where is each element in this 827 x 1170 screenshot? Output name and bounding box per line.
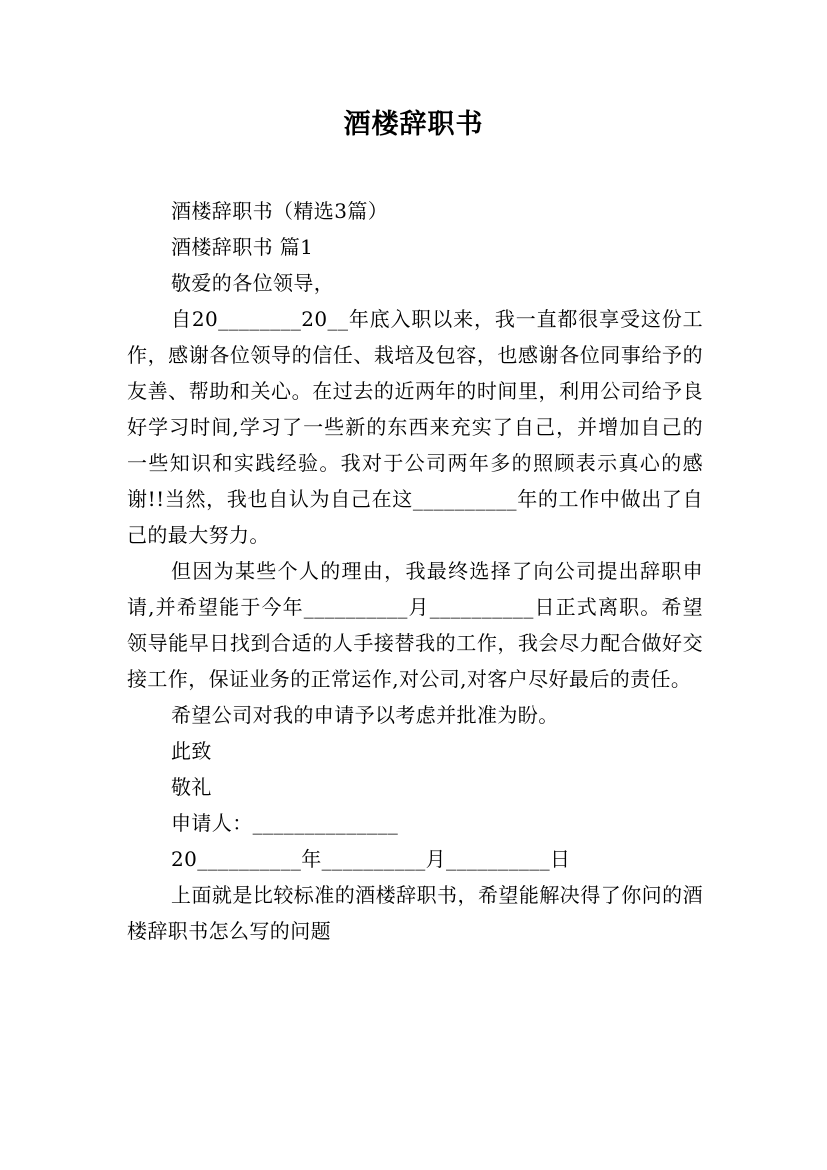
paragraph-4: 上面就是比较标准的酒楼辞职书，希望能解决得了你问的酒楼辞职书怎么写的问题 bbox=[127, 883, 703, 943]
paragraph-3: 希望公司对我的申请予以考虑并批准为盼。 bbox=[171, 703, 559, 727]
paragraph-1: 自20________20__年底入职以来，我一直都很享受这份工作，感谢各位领导的信任、栽培及包容，也感谢各位同事给予的友善、帮助和关心。在过去的近两年的时间里，利用公司给予良好学习时间,学习了一些新的东西来充实了自己，并增加自己的一些知识和实践经验。我对于公司两年多的照顾表示真心的感谢!!当然，我也自认为自己在这__________年的工作中做出了自己的最大努力。 bbox=[127, 307, 703, 547]
paragraph-2: 但因为某些个人的理由，我最终选择了向公司提出辞职申请,并希望能于今年__________月__________日正式离职。希望领导能早日找到合适的人手接替我的工作，我会尽力配合做好交接工作，保证业务的正常运作,对公司,对客户尽好最后的责任。 bbox=[127, 559, 703, 691]
subtitle-line: 酒楼辞职书（精选3篇） bbox=[171, 199, 389, 223]
document-title: 酒楼辞职书 bbox=[343, 109, 484, 140]
salutation: 敬爱的各位领导， bbox=[171, 271, 335, 295]
document-body bbox=[127, 193, 703, 949]
date-line: 20__________年__________月__________日 bbox=[171, 847, 571, 871]
closing-line-1: 此致 bbox=[171, 739, 212, 763]
closing-line-2: 敬礼 bbox=[171, 775, 212, 799]
applicant-line: 申请人：______________ bbox=[171, 811, 399, 835]
section-heading: 酒楼辞职书 篇1 bbox=[171, 235, 314, 259]
